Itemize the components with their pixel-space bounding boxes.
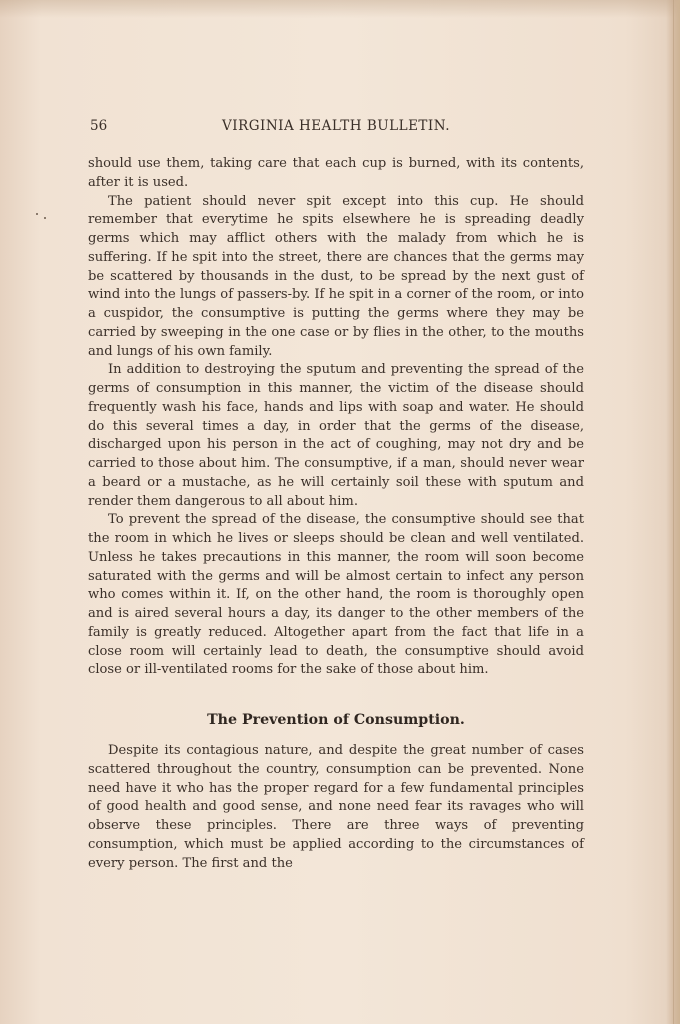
paragraph-ventilation: To prevent the spread of the disease, the consumptive should see that the room in which he lives or sleeps should be clean and well ventilated. Unless he takes precautions in this manner, the room will soon become saturated with the germs and will be almost certain to infect any person who comes within it. If, on the other hand, the room is thoroughly open and is aired several hours a day, its danger to the other members of the family is greatly reduced. Altogether apart from the fact that life in a close room will certainly lead to death, the consumptive should avoid close or ill-ventilated rooms for the sake of those about him.	[88, 512, 584, 678]
page-number: 56	[90, 118, 108, 134]
body-text-bottom	[88, 742, 584, 873]
paper-speck	[44, 217, 46, 219]
paragraph-spitting: The patient should never spit except into this cup. He should remember that everytime he spits elsewhere he is spreading deadly germs which may afflict others with the malady from which he is suffering. If he spit into the street, there are chances that the germs may be scattered by thousands in the dust, to be spread by the next gust of wind into the lungs of passers-by. If he spit in a corner of the room, or into a cuspidor, the consumptive is putting the germs where they may be carried by sweeping in the one case or by flies in the other, to the mouths and lungs of his own family.	[88, 193, 584, 359]
paragraph-prevention: Despite its contagious nature, and despite the great number of cases scattered throughout the country, consumption can be prevented. None need have it who has the proper regard for a few fundamental principles of good health and good sense, and none need fear its ravages who will observe these principles. There are three ways of preventing consumption, which must be applied according to the circumstances of every person. The first and the	[88, 743, 584, 871]
page-header	[88, 118, 584, 138]
running-title: VIRGINIA HEALTH BULLETIN.	[221, 118, 451, 134]
body-text-top	[88, 155, 584, 680]
section-heading: The Prevention of Consumption.	[207, 712, 465, 728]
top-shadow	[0, 0, 680, 18]
page-edge-line	[673, 0, 674, 1024]
paper-speck	[36, 213, 38, 215]
paragraph-washing: In addition to destroying the sputum and preventing the spread of the germs of consumption in this manner, the victim of the disease should frequently wash his face, hands and lips with soap and water. He should do this several times a day, in order that the germs of the disease, discharged upon his person in the act of coughing, may not dry and be carried to those about him. The consumptive, if a man, should never wear a beard or a mustache, as he will certainly soil these with sputum and render them dangerous to all about him.	[88, 362, 584, 509]
paragraph-continuation: should use them, taking care that each cup is burned, with its contents, after it is used.	[88, 156, 584, 190]
